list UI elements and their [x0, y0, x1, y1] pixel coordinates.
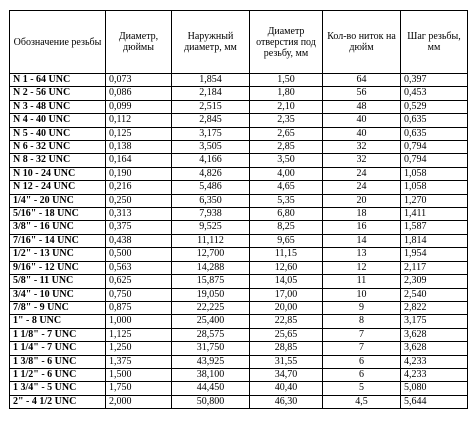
thread-pitch-mm-cell: 4,233	[401, 368, 468, 381]
diameter-inches-cell: 0,138	[106, 141, 172, 154]
threads-per-inch-cell: 16	[323, 221, 401, 234]
thread-pitch-mm-cell: 3,628	[401, 328, 468, 341]
thread-designation-cell: N 1 - 64 UNC	[10, 74, 106, 87]
thread-pitch-mm-cell: 1,814	[401, 234, 468, 247]
threads-per-inch-cell: 48	[323, 100, 401, 113]
diameter-inches-cell: 0,313	[106, 208, 172, 221]
thread-designation-cell: 1 1/2" - 6 UNC	[10, 368, 106, 381]
diameter-inches-cell: 1,000	[106, 315, 172, 328]
table-row	[10, 100, 468, 113]
outer-diameter-mm-cell: 44,450	[172, 382, 250, 395]
diameter-inches-cell: 0,375	[106, 221, 172, 234]
table-row	[10, 167, 468, 180]
tap-hole-diameter-mm-cell: 17,00	[250, 288, 323, 301]
table-row	[10, 181, 468, 194]
tap-hole-diameter-mm-cell: 22,85	[250, 315, 323, 328]
tap-hole-diameter-mm-cell: 28,85	[250, 342, 323, 355]
thread-pitch-mm-cell: 0,635	[401, 114, 468, 127]
diameter-inches-cell: 0,250	[106, 194, 172, 207]
diameter-inches-cell: 0,500	[106, 248, 172, 261]
table-row	[10, 355, 468, 368]
threads-per-inch-cell: 14	[323, 234, 401, 247]
threads-per-inch-cell: 40	[323, 114, 401, 127]
tap-hole-diameter-mm-cell: 1,50	[250, 74, 323, 87]
thread-designation-cell: 9/16" - 12 UNC	[10, 261, 106, 274]
outer-diameter-mm-cell: 50,800	[172, 395, 250, 408]
tap-hole-diameter-mm-cell: 2,85	[250, 141, 323, 154]
thread-designation-cell: 1 3/4" - 5 UNC	[10, 382, 106, 395]
tap-hole-diameter-mm-cell: 4,65	[250, 181, 323, 194]
table-row	[10, 87, 468, 100]
header-diameter-inches: Диаметр, дюймы	[106, 11, 172, 74]
outer-diameter-mm-cell: 2,845	[172, 114, 250, 127]
outer-diameter-mm-cell: 4,166	[172, 154, 250, 167]
thread-pitch-mm-cell: 0,529	[401, 100, 468, 113]
threads-per-inch-cell: 6	[323, 355, 401, 368]
thread-designation-cell: 1 3/8" - 6 UNC	[10, 355, 106, 368]
threads-per-inch-cell: 4,5	[323, 395, 401, 408]
outer-diameter-mm-cell: 7,938	[172, 208, 250, 221]
table-row	[10, 342, 468, 355]
tap-hole-diameter-mm-cell: 11,15	[250, 248, 323, 261]
diameter-inches-cell: 0,625	[106, 275, 172, 288]
thread-designation-cell: N 5 - 40 UNC	[10, 127, 106, 140]
thread-pitch-mm-cell: 2,117	[401, 261, 468, 274]
table-row	[10, 368, 468, 381]
diameter-inches-cell: 2,000	[106, 395, 172, 408]
thread-designation-cell: N 6 - 32 UNC	[10, 141, 106, 154]
thread-designation-cell: N 10 - 24 UNC	[10, 167, 106, 180]
table-row	[10, 221, 468, 234]
thread-designation-cell: 1 1/4" - 7 UNC	[10, 342, 106, 355]
outer-diameter-mm-cell: 11,112	[172, 234, 250, 247]
diameter-inches-cell: 0,563	[106, 261, 172, 274]
table-row	[10, 234, 468, 247]
tap-hole-diameter-mm-cell: 14,05	[250, 275, 323, 288]
threads-per-inch-cell: 11	[323, 275, 401, 288]
tap-hole-diameter-mm-cell: 1,80	[250, 87, 323, 100]
tap-hole-diameter-mm-cell: 2,10	[250, 100, 323, 113]
outer-diameter-mm-cell: 3,505	[172, 141, 250, 154]
tap-hole-diameter-mm-cell: 5,35	[250, 194, 323, 207]
table-row	[10, 127, 468, 140]
outer-diameter-mm-cell: 19,050	[172, 288, 250, 301]
table-row	[10, 141, 468, 154]
thread-pitch-mm-cell: 3,175	[401, 315, 468, 328]
tap-hole-diameter-mm-cell: 2,35	[250, 114, 323, 127]
table-row	[10, 248, 468, 261]
diameter-inches-cell: 0,073	[106, 74, 172, 87]
thread-pitch-mm-cell: 0,635	[401, 127, 468, 140]
threads-per-inch-cell: 13	[323, 248, 401, 261]
threads-per-inch-cell: 24	[323, 167, 401, 180]
thread-designation-cell: N 12 - 24 UNC	[10, 181, 106, 194]
threads-per-inch-cell: 18	[323, 208, 401, 221]
thread-designation-cell: 5/8" - 11 UNC	[10, 275, 106, 288]
diameter-inches-cell: 0,750	[106, 288, 172, 301]
outer-diameter-mm-cell: 15,875	[172, 275, 250, 288]
threads-per-inch-cell: 20	[323, 194, 401, 207]
outer-diameter-mm-cell: 3,175	[172, 127, 250, 140]
diameter-inches-cell: 0,112	[106, 114, 172, 127]
threads-per-inch-cell: 7	[323, 328, 401, 341]
tap-hole-diameter-mm-cell: 12,60	[250, 261, 323, 274]
thread-designation-cell: 1/4" - 20 UNC	[10, 194, 106, 207]
diameter-inches-cell: 0,125	[106, 127, 172, 140]
header-outer-diameter-mm: Наружный диаметр, мм	[172, 11, 250, 74]
tap-hole-diameter-mm-cell: 31,55	[250, 355, 323, 368]
diameter-inches-cell: 1,375	[106, 355, 172, 368]
thread-pitch-mm-cell: 2,309	[401, 275, 468, 288]
header-thread-pitch-mm: Шаг резьбы, мм	[401, 11, 468, 74]
outer-diameter-mm-cell: 2,184	[172, 87, 250, 100]
tap-hole-diameter-mm-cell: 8,25	[250, 221, 323, 234]
outer-diameter-mm-cell: 4,826	[172, 167, 250, 180]
table-row	[10, 275, 468, 288]
thread-designation-cell: 2" - 4 1/2 UNC	[10, 395, 106, 408]
threads-per-inch-cell: 12	[323, 261, 401, 274]
tap-hole-diameter-mm-cell: 40,40	[250, 382, 323, 395]
thread-pitch-mm-cell: 0,397	[401, 74, 468, 87]
thread-pitch-mm-cell: 0,794	[401, 141, 468, 154]
header-thread-designation: Обозначение резьбы	[10, 11, 106, 74]
thread-designation-cell: 1" - 8 UNC	[10, 315, 106, 328]
threads-per-inch-cell: 7	[323, 342, 401, 355]
threads-per-inch-cell: 32	[323, 154, 401, 167]
tap-hole-diameter-mm-cell: 6,80	[250, 208, 323, 221]
outer-diameter-mm-cell: 9,525	[172, 221, 250, 234]
thread-designation-cell: 3/8" - 16 UNC	[10, 221, 106, 234]
table-row	[10, 208, 468, 221]
thread-designation-cell: 1 1/8" - 7 UNC	[10, 328, 106, 341]
thread-pitch-mm-cell: 1,058	[401, 181, 468, 194]
tap-hole-diameter-mm-cell: 34,70	[250, 368, 323, 381]
table-row	[10, 288, 468, 301]
thread-pitch-mm-cell: 2,540	[401, 288, 468, 301]
thread-pitch-mm-cell: 1,587	[401, 221, 468, 234]
tap-hole-diameter-mm-cell: 9,65	[250, 234, 323, 247]
threads-per-inch-cell: 5	[323, 382, 401, 395]
diameter-inches-cell: 0,099	[106, 100, 172, 113]
outer-diameter-mm-cell: 14,288	[172, 261, 250, 274]
diameter-inches-cell: 1,750	[106, 382, 172, 395]
diameter-inches-cell: 1,500	[106, 368, 172, 381]
table-row	[10, 261, 468, 274]
threads-per-inch-cell: 32	[323, 141, 401, 154]
header-threads-per-inch: Кол-во ниток на дюйм	[323, 11, 401, 74]
thread-pitch-mm-cell: 4,233	[401, 355, 468, 368]
outer-diameter-mm-cell: 2,515	[172, 100, 250, 113]
outer-diameter-mm-cell: 38,100	[172, 368, 250, 381]
diameter-inches-cell: 1,250	[106, 342, 172, 355]
threads-per-inch-cell: 9	[323, 301, 401, 314]
thread-pitch-mm-cell: 0,794	[401, 154, 468, 167]
tap-hole-diameter-mm-cell: 46,30	[250, 395, 323, 408]
outer-diameter-mm-cell: 43,925	[172, 355, 250, 368]
tap-hole-diameter-mm-cell: 25,65	[250, 328, 323, 341]
table-row	[10, 382, 468, 395]
outer-diameter-mm-cell: 31,750	[172, 342, 250, 355]
table-body	[10, 74, 468, 409]
threads-per-inch-cell: 10	[323, 288, 401, 301]
thread-designation-cell: 1/2" - 13 UNC	[10, 248, 106, 261]
outer-diameter-mm-cell: 28,575	[172, 328, 250, 341]
threads-per-inch-cell: 64	[323, 74, 401, 87]
outer-diameter-mm-cell: 22,225	[172, 301, 250, 314]
tap-hole-diameter-mm-cell: 20,00	[250, 301, 323, 314]
thread-pitch-mm-cell: 1,411	[401, 208, 468, 221]
thread-pitch-mm-cell: 1,058	[401, 167, 468, 180]
thread-designation-cell: N 3 - 48 UNC	[10, 100, 106, 113]
threads-per-inch-cell: 6	[323, 368, 401, 381]
outer-diameter-mm-cell: 1,854	[172, 74, 250, 87]
outer-diameter-mm-cell: 12,700	[172, 248, 250, 261]
outer-diameter-mm-cell: 6,350	[172, 194, 250, 207]
diameter-inches-cell: 0,875	[106, 301, 172, 314]
thread-size-table	[9, 10, 468, 409]
table-row	[10, 328, 468, 341]
diameter-inches-cell: 0,190	[106, 167, 172, 180]
threads-per-inch-cell: 24	[323, 181, 401, 194]
thread-pitch-mm-cell: 5,080	[401, 382, 468, 395]
table-row	[10, 74, 468, 87]
table-row	[10, 154, 468, 167]
thread-designation-cell: N 4 - 40 UNC	[10, 114, 106, 127]
threads-per-inch-cell: 8	[323, 315, 401, 328]
thread-designation-cell: 3/4" - 10 UNC	[10, 288, 106, 301]
threads-per-inch-cell: 40	[323, 127, 401, 140]
diameter-inches-cell: 0,216	[106, 181, 172, 194]
table-row	[10, 315, 468, 328]
thread-pitch-mm-cell: 2,822	[401, 301, 468, 314]
diameter-inches-cell: 0,086	[106, 87, 172, 100]
tap-hole-diameter-mm-cell: 4,00	[250, 167, 323, 180]
thread-designation-cell: 7/16" - 14 UNC	[10, 234, 106, 247]
table-row	[10, 301, 468, 314]
tap-hole-diameter-mm-cell: 3,50	[250, 154, 323, 167]
table-row	[10, 194, 468, 207]
thread-pitch-mm-cell: 1,954	[401, 248, 468, 261]
thread-pitch-mm-cell: 0,453	[401, 87, 468, 100]
table-row	[10, 114, 468, 127]
diameter-inches-cell: 0,164	[106, 154, 172, 167]
thread-pitch-mm-cell: 3,628	[401, 342, 468, 355]
table-row	[10, 395, 468, 408]
thread-designation-cell: 5/16" - 18 UNC	[10, 208, 106, 221]
thread-designation-cell: 7/8" - 9 UNC	[10, 301, 106, 314]
thread-designation-cell: N 8 - 32 UNC	[10, 154, 106, 167]
tap-hole-diameter-mm-cell: 2,65	[250, 127, 323, 140]
outer-diameter-mm-cell: 5,486	[172, 181, 250, 194]
threads-per-inch-cell: 56	[323, 87, 401, 100]
thread-designation-cell: N 2 - 56 UNC	[10, 87, 106, 100]
thread-pitch-mm-cell: 1,270	[401, 194, 468, 207]
header-tap-hole-diameter-mm: Диаметр отверстия под резьбу, мм	[250, 11, 323, 74]
table-header	[10, 11, 468, 74]
outer-diameter-mm-cell: 25,400	[172, 315, 250, 328]
thread-pitch-mm-cell: 5,644	[401, 395, 468, 408]
header-row	[10, 11, 468, 74]
diameter-inches-cell: 0,438	[106, 234, 172, 247]
diameter-inches-cell: 1,125	[106, 328, 172, 341]
